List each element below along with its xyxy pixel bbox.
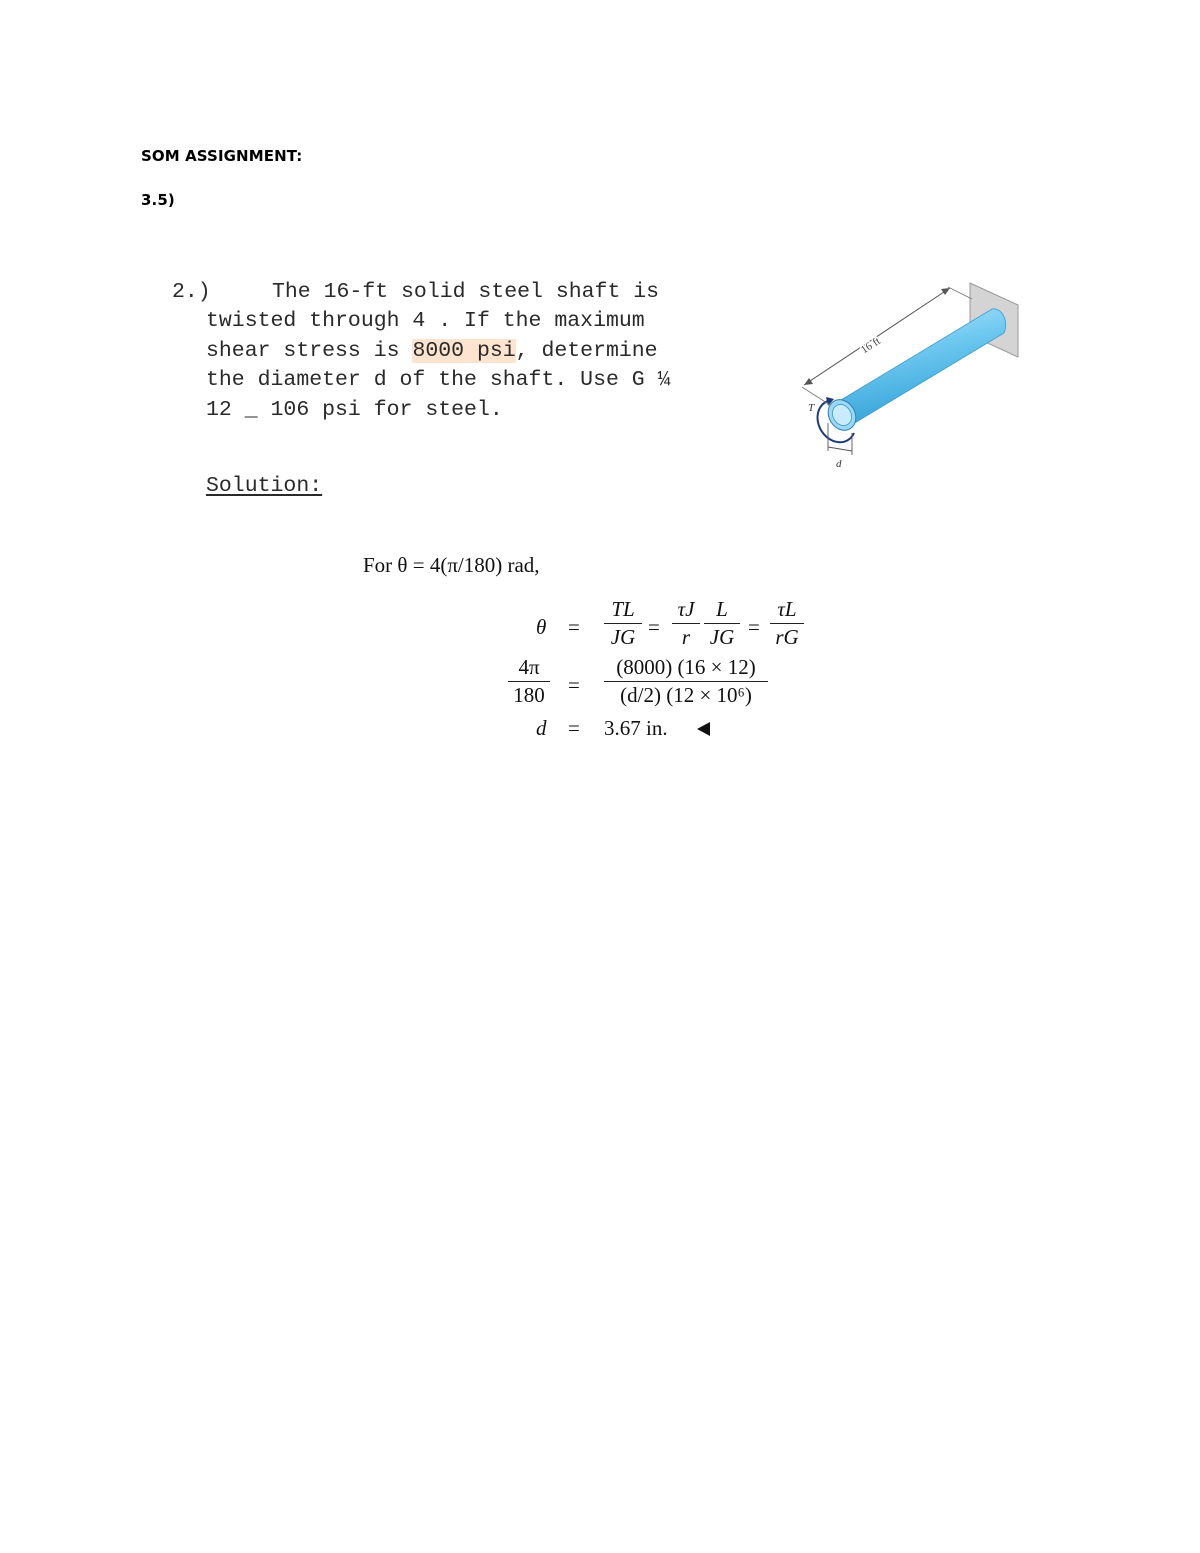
length-label: 16 ft — [858, 335, 883, 357]
fraction-tauj-r — [672, 599, 700, 648]
answer-marker-icon — [695, 721, 713, 737]
theta-lhs: θ — [536, 615, 547, 639]
frac5-num: (8000) (16 × 12) — [616, 655, 756, 679]
fraction-4pi-180 — [508, 657, 550, 706]
eq-sign-4: = — [568, 673, 580, 697]
frac2a-bar — [672, 623, 700, 624]
frac1-num: TL — [611, 597, 635, 621]
problem-number: 2.) — [172, 280, 211, 304]
frac3-bar — [770, 623, 804, 624]
frac2a-num: τJ — [677, 597, 695, 621]
dim-ext-right — [948, 287, 972, 299]
fraction-main — [604, 657, 768, 706]
highlighted-stress: 8000 psi — [412, 339, 516, 363]
problem-line-5: 12 _ 106 psi for steel. — [206, 398, 503, 422]
solution-label: Solution: — [206, 474, 323, 498]
eq-sign-5: = — [568, 716, 580, 740]
frac5-den: (d/2) (12 × 10⁶) — [620, 683, 752, 707]
frac2b-den: JG — [709, 625, 735, 649]
shaft-body — [836, 309, 1006, 427]
fraction-taul-rg — [770, 599, 804, 648]
dim-arrow-end — [941, 288, 950, 295]
frac3-den: rG — [775, 625, 799, 649]
frac4-num: 4π — [518, 655, 540, 679]
solution-intro: For θ = 4(π/180) rad, — [363, 553, 540, 577]
fraction-tl-jg — [604, 599, 642, 648]
section-number: 3.5) — [141, 191, 175, 209]
diameter-dimension-line — [828, 447, 852, 451]
problem-line-3-pre: shear stress is — [206, 339, 413, 363]
shaft-figure — [790, 275, 1030, 475]
problem-line-1: The 16-ft solid steel shaft is — [272, 280, 660, 304]
fraction-l-jg — [704, 599, 740, 648]
frac1-bar — [604, 623, 642, 624]
frac4-den: 180 — [513, 683, 545, 707]
torque-label: T — [808, 402, 815, 414]
problem-line-3 — [206, 341, 658, 363]
frac2b-num: L — [716, 597, 728, 621]
frac2b-bar — [704, 623, 740, 624]
eq-sign-1: = — [568, 615, 580, 639]
answer-value: 3.67 in. — [604, 716, 668, 740]
eq-sign-3: = — [748, 615, 760, 639]
eq-sign-2: = — [648, 615, 660, 639]
dim-ext-left — [802, 387, 830, 405]
dim-arrow-start — [804, 378, 813, 385]
problem-line-4: the diameter d of the shaft. Use G ¼ — [206, 368, 671, 392]
frac2a-den: r — [681, 625, 691, 649]
problem-line-3-post: , determine — [515, 339, 658, 363]
frac5-bar — [604, 681, 768, 682]
problem-line-2: twisted through 4 . If the maximum — [206, 309, 645, 333]
frac3-num: τL — [777, 597, 797, 621]
diameter-label: d — [836, 458, 842, 470]
frac4-bar — [508, 681, 550, 682]
document-title: SOM ASSIGNMENT: — [141, 147, 303, 165]
frac1-den: JG — [610, 625, 636, 649]
d-lhs: d — [536, 716, 547, 740]
